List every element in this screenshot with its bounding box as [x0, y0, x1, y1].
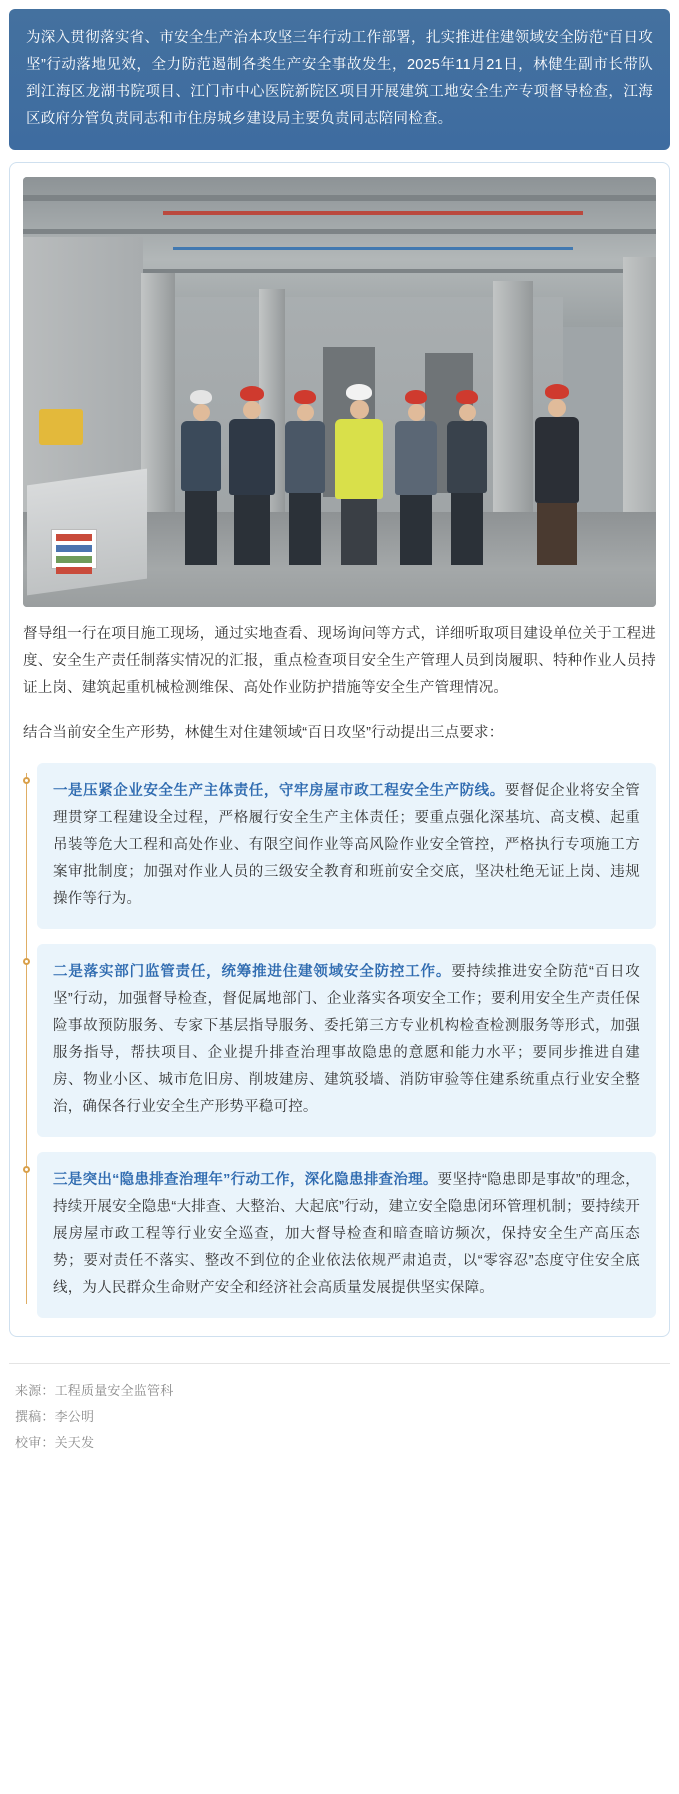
- timeline-dot-icon: [23, 958, 30, 965]
- paragraph-2: 结合当前安全生产形势，林健生对住建领域“百日攻坚”行动提出三点要求：: [23, 725, 504, 741]
- requirement-1-lead: 一是压紧企业安全生产主体责任，守牢房屋市政工程安全生产防线。: [53, 783, 505, 799]
- intro-banner: [9, 9, 670, 150]
- requirement-list: [23, 763, 656, 1318]
- requirement-item-2: [37, 944, 656, 1137]
- paragraph-1: 督导组一行在项目施工现场，通过实地查看、现场询问等方式，详细听取项目建设单位关于工程进度、安全生产责任制落实情况的汇报，重点检查项目安全生产管理人员到岗履职、特种作业人员持证上岗、建筑起重机械检测维保、高处作业防护措施等安全生产管理情况。: [23, 626, 656, 696]
- article-page: [0, 9, 679, 1468]
- requirement-item-3: [37, 1152, 656, 1318]
- footer-source: 来源：工程质量安全监管科: [15, 1383, 174, 1398]
- timeline-dot-icon: [23, 777, 30, 784]
- requirement-2-text: 要持续推进安全防范“百日攻坚”行动，加强督导检查，督促属地部门、企业落实各项安全工作；要利用安全生产责任保险事故预防服务、专家下基层指导服务、委托第三方专业机构检查检测服务等形式，加强服务指导，帮扶项目、企业提升排查治理事故隐患的意愿和能力水平；要同步推进自建房、物业小区、城市危旧房、削坡建房、建筑驳墙、消防审验等住建系统重点行业安全整治，确保各行业安全生产形势平稳可控。: [53, 964, 640, 1115]
- site-photo: [23, 177, 656, 607]
- timeline-dot-icon: [23, 1166, 30, 1173]
- article-body-card: [9, 162, 670, 1337]
- footer-writer: 撰稿：李公明: [15, 1409, 95, 1424]
- requirement-2-lead: 二是落实部门监管责任，统筹推进住建领域安全防控工作。: [53, 964, 452, 980]
- article-footer: [9, 1363, 670, 1456]
- requirement-3-lead: 三是突出“隐患排查治理年”行动工作，深化隐患排查治理。: [53, 1172, 438, 1188]
- site-photo-image: [23, 177, 656, 607]
- intro-text: 为深入贯彻落实省、市安全生产治本攻坚三年行动工作部署，扎实推进住建领域安全防范“百日攻坚”行动落地见效，全力防范遏制各类生产安全事故发生，2025年11月21日，林健生副市长带队到江海区龙湖书院项目、江门市中心医院新院区项目开展建筑工地安全生产专项督导检查，江海区政府分管负责同志和市住房城乡建设局主要负责同志陪同检查。: [26, 30, 653, 127]
- requirement-3-text: 要坚持“隐患即是事故”的理念，持续开展安全隐患“大排查、大整治、大起底”行动，建立安全隐患闭环管理机制；要持续开展房屋市政工程等行业安全巡查，加大督导检查和暗查暗访频次，保持安全生产高压态势；要对责任不落实、整改不到位的企业依法依规严肃追责，以“零容忍”态度守住安全底线，为人民群众生命财产安全和经济社会高质量发展提供坚实保障。: [53, 1172, 641, 1296]
- footer-reviewer: 校审：关天发: [15, 1435, 95, 1450]
- requirement-item-1: [37, 763, 656, 929]
- requirement-1-text: 要督促企业将安全管理贯穿工程建设全过程，严格履行安全生产主体责任；要重点强化深基坑、高支模、起重吊装等危大工程和高处作业、有限空间作业等高风险作业安全管控，严格执行专项施工方案审批制度；加强对作业人员的三级安全教育和班前安全交底，坚决杜绝无证上岗、违规操作等行为。: [53, 783, 640, 907]
